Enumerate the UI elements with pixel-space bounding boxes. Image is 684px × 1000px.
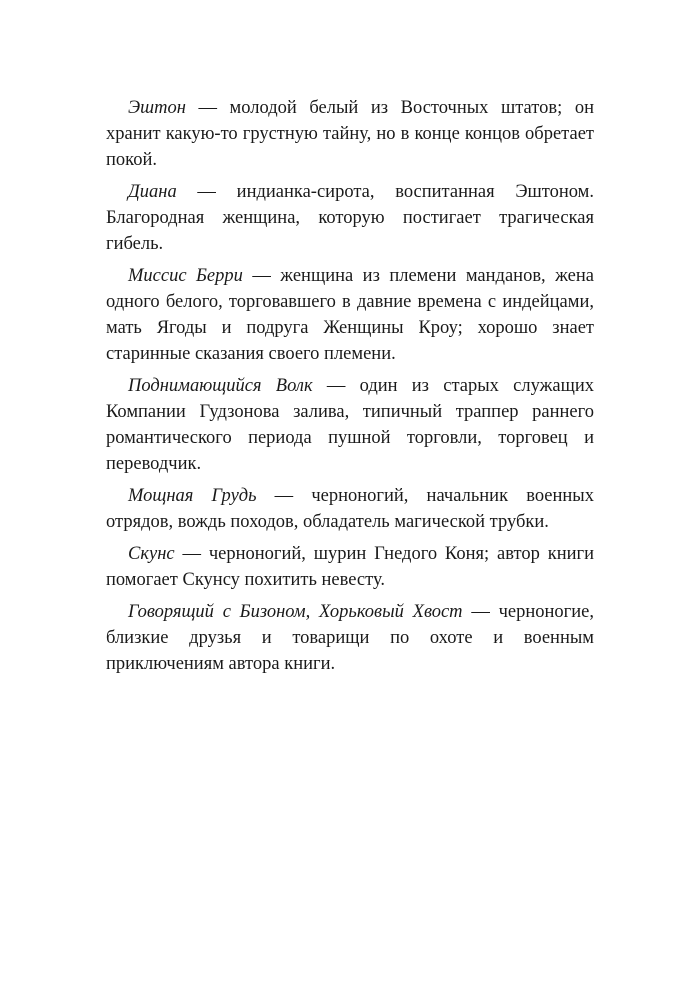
character-entry-skunk bbox=[106, 541, 594, 593]
character-entry-buffalo-talker bbox=[106, 599, 594, 677]
character-description: — молодой белый из Восточных штатов; он хранит какую-то грустную тайну, но в конце концов обретает покой. bbox=[106, 98, 594, 170]
character-name: Поднимающийся Волк bbox=[128, 376, 313, 396]
character-name: Говорящий с Бизоном, Хорьковый Хвост bbox=[128, 602, 463, 622]
character-entry-diana bbox=[106, 179, 594, 257]
character-name: Миссис Берри bbox=[128, 266, 243, 286]
character-description: — черноногий, шурин Гнедого Коня; автор книги помогает Скунсу похитить невесту. bbox=[106, 544, 594, 590]
character-list bbox=[106, 95, 594, 683]
character-name: Мощная Грудь bbox=[128, 486, 257, 506]
character-description: — черноногий, начальник военных отрядов, вождь походов, обладатель магической трубки. bbox=[106, 486, 594, 532]
character-name: Эштон bbox=[128, 98, 186, 118]
character-entry-ashton bbox=[106, 95, 594, 173]
character-name: Диана bbox=[128, 182, 177, 202]
character-description: — индианка-сирота, воспитанная Эштоном. Благородная женщина, которую постигает трагическая гибель. bbox=[106, 182, 594, 254]
character-entry-mrs-berry bbox=[106, 263, 594, 367]
character-entry-rising-wolf bbox=[106, 373, 594, 477]
character-entry-mighty-chest bbox=[106, 483, 594, 535]
character-name: Скунс bbox=[128, 544, 175, 564]
character-description: — женщина из племени манданов, жена одного белого, торговавшего в давние времена с индейцами, мать Ягоды и подруга Женщины Кроу; хорошо знает старинные сказания своего племени. bbox=[106, 266, 595, 364]
character-description: — черноногие, близкие друзья и товарищи по охоте и военным приключениям автора книги. bbox=[106, 602, 594, 674]
character-description: — один из старых служащих Компании Гудзонова залива, типичный траппер раннего романтического периода пушной торговли, торговец и переводчик. bbox=[106, 376, 594, 474]
